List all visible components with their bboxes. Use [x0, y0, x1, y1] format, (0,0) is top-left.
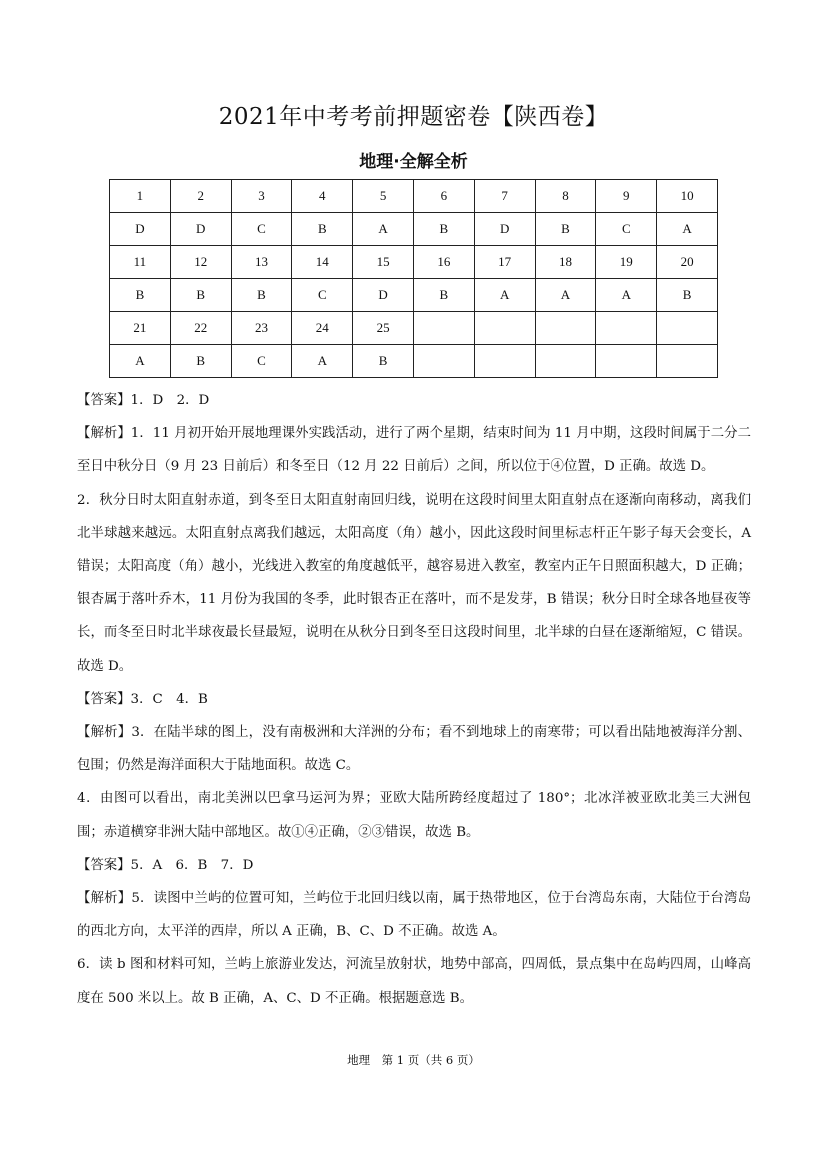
question-number-cell: 15: [353, 246, 414, 279]
page-footer: 地理 第 1 页（共 6 页）: [347, 1053, 480, 1067]
answer-cell: B: [110, 279, 171, 312]
question-number-cell: 17: [474, 246, 535, 279]
answer-line: 【答案】1．D 2．D: [77, 393, 210, 408]
analysis-content: [77, 384, 751, 1015]
answer-cell: B: [170, 345, 231, 378]
question-number-row: [110, 180, 718, 213]
analysis-paragraph: 【解析】1．11 月初开始开展地理课外实践活动，进行了两个星期，结束时间为 11 月中期，这段时间属于二分二至日中秋分日（9 月 23 日前后）和冬至日（12 月 22 日前后）之间，所以位于④位置，D 正确。故选 D。: [77, 426, 751, 475]
question-number-cell: [535, 312, 596, 345]
answer-cell: A: [292, 345, 353, 378]
question-number-cell: 5: [353, 180, 414, 213]
answer-cell: B: [353, 345, 414, 378]
analysis-paragraph: 4．由图可以看出，南北美洲以巴拿马运河为界；亚欧大陆所跨经度超过了 180°；北冰洋被亚欧北美三大洲包围；赤道横穿非洲大陆中部地区。故①④正确，②③错误，故选 B。: [77, 791, 751, 840]
question-number-cell: [596, 312, 657, 345]
analysis-paragraph: 【解析】3．在陆半球的图上，没有南极洲和大洋洲的分布；看不到地球上的南寒带；可以看出陆地被海洋分割、包围；仍然是海洋面积大于陆地面积。故选 C。: [77, 725, 751, 774]
answer-cell: A: [535, 279, 596, 312]
question-number-cell: 16: [413, 246, 474, 279]
question-number-cell: [413, 312, 474, 345]
answer-cell: C: [231, 213, 292, 246]
question-number-cell: [474, 312, 535, 345]
answer-cell: [657, 345, 718, 378]
page-subtitle: 地理·全解全析: [359, 152, 468, 172]
answer-cell: B: [657, 279, 718, 312]
question-number-cell: 14: [292, 246, 353, 279]
answer-cell: [596, 345, 657, 378]
answer-cell: A: [474, 279, 535, 312]
question-number-cell: 13: [231, 246, 292, 279]
question-number-cell: 9: [596, 180, 657, 213]
answer-cell: [474, 345, 535, 378]
question-number-cell: 1: [110, 180, 171, 213]
question-number-cell: 20: [657, 246, 718, 279]
answer-cell: D: [170, 213, 231, 246]
question-number-cell: 3: [231, 180, 292, 213]
answer-cell: A: [353, 213, 414, 246]
answer-cell: D: [353, 279, 414, 312]
question-number-cell: 7: [474, 180, 535, 213]
question-number-cell: 6: [413, 180, 474, 213]
question-number-cell: 8: [535, 180, 596, 213]
answer-cell: A: [110, 345, 171, 378]
question-number-cell: 24: [292, 312, 353, 345]
question-number-cell: 18: [535, 246, 596, 279]
answer-cell: B: [413, 279, 474, 312]
question-number-cell: [657, 312, 718, 345]
answer-cell: B: [292, 213, 353, 246]
answer-cell: B: [231, 279, 292, 312]
answer-line: 【答案】5．A 6．B 7．D: [77, 857, 254, 873]
answer-cell: C: [231, 345, 292, 378]
answer-cell: D: [474, 213, 535, 246]
question-number-cell: 2: [170, 180, 231, 213]
answer-cell: B: [535, 213, 596, 246]
answer-cell: C: [596, 213, 657, 246]
answer-cell: A: [596, 279, 657, 312]
answer-cell: B: [170, 279, 231, 312]
answer-cell: B: [413, 213, 474, 246]
question-number-cell: 4: [292, 180, 353, 213]
question-number-cell: 25: [353, 312, 414, 345]
question-number-cell: 11: [110, 246, 171, 279]
answer-cell: [413, 345, 474, 378]
answer-cell: D: [110, 213, 171, 246]
question-number-cell: 10: [657, 180, 718, 213]
answer-row: [110, 345, 718, 378]
question-number-row: [110, 312, 718, 345]
answer-table: [109, 179, 718, 378]
question-number-cell: 23: [231, 312, 292, 345]
page-title: 2021年中考考前押题密卷【陕西卷】: [218, 104, 609, 130]
answer-cell: [535, 345, 596, 378]
question-number-cell: 12: [170, 246, 231, 279]
analysis-paragraph: 6．读 b 图和材料可知，兰屿上旅游业发达，河流呈放射状，地势中部高，四周低，景点集中在岛屿四周，山峰高度在 500 米以上。故 B 正确，A、C、D 不正确。根据题意选 B。: [77, 957, 751, 1006]
analysis-paragraph: 【解析】5．读图中兰屿的位置可知，兰屿位于北回归线以南，属于热带地区，位于台湾岛东南，大陆位于台湾岛的西北方向，太平洋的西岸，所以 A 正确，B、C、D 不正确。故选 A。: [77, 891, 751, 940]
question-number-cell: 19: [596, 246, 657, 279]
answer-line: 【答案】3．C 4．B: [77, 691, 208, 707]
question-number-cell: 22: [170, 312, 231, 345]
analysis-paragraph: 2．秋分日时太阳直射赤道，到冬至日太阳直射南回归线，说明在这段时间里太阳直射点在逐渐向南移动，离我们北半球越来越远。太阳直射点离我们越远，太阳高度（角）越小，因此这段时间里标志杆正午影子每天会变长，A 错误；太阳高度（角）越小，光线进入教室的角度越低平，越容易进入教室，教室内正午日照面积越大，D 正确；银杏属于落叶乔木，11 月份为我国的冬季，此时银杏正在落叶，而不是发芽，B 错误；秋分日时全球各地昼夜等长，而冬至日时北半球夜最长昼最短，说明在从秋分日到冬至日这段时间里，北半球的白昼在逐渐缩短，C 错误。故选 D。: [77, 492, 751, 674]
answer-cell: A: [657, 213, 718, 246]
answer-cell: C: [292, 279, 353, 312]
answer-row: [110, 279, 718, 312]
question-number-cell: 21: [110, 312, 171, 345]
answer-row: [110, 213, 718, 246]
question-number-row: [110, 246, 718, 279]
